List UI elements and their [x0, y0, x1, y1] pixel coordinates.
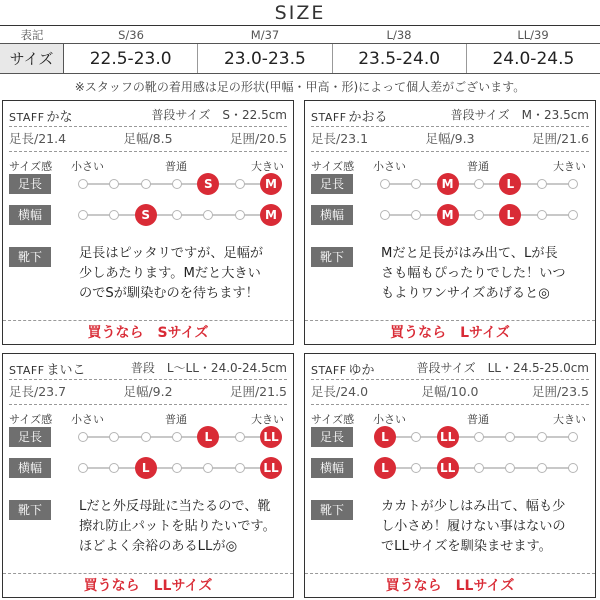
staff-label: STAFF — [9, 364, 45, 377]
foot-measure: 足長/23.7 — [9, 384, 67, 399]
divider — [311, 404, 589, 405]
scale-small-label: 小さい — [373, 413, 406, 426]
size-range-value: 22.5-23.0 — [64, 44, 198, 73]
foot-measure: 足幅/9.2 — [123, 384, 173, 399]
scale-dot — [203, 210, 213, 220]
staff-card — [2, 353, 294, 598]
scale-title: サイズ感 — [9, 413, 53, 426]
size-fit-marker: M — [437, 204, 459, 226]
size-column-label: L/38 — [386, 28, 412, 42]
foot-measurements — [311, 129, 589, 147]
scale-dot — [109, 432, 119, 442]
recommended-size: 買うなら LLサイズ — [3, 573, 293, 597]
scale-dot — [235, 463, 245, 473]
size-fit-marker: M — [437, 173, 459, 195]
foot-measure: 足囲/20.5 — [229, 131, 287, 146]
size-table-row-label: 表記 — [20, 28, 44, 42]
row-label-shoe: 靴下 — [311, 500, 353, 520]
scale-small-label: 小さい — [71, 413, 104, 426]
scale-dot — [78, 179, 88, 189]
scale-dot — [568, 432, 578, 442]
scale-normal-label: 普通 — [165, 413, 187, 426]
scale-header — [311, 158, 589, 174]
staff-name: かおる — [348, 110, 388, 125]
recommended-size: 買うなら LLサイズ — [305, 573, 595, 597]
usual-size: 普段サイズ LL・24.5-25.0cm — [416, 361, 589, 375]
scale-dot — [172, 463, 182, 473]
scale-normal-label: 普通 — [165, 160, 187, 173]
comment-line: し小さめ！履けない事はないの — [381, 519, 566, 534]
size-table — [0, 27, 600, 74]
scale-small-label: 小さい — [373, 160, 406, 173]
staff-name: かな — [46, 110, 73, 125]
scale-dot — [109, 210, 119, 220]
comment-line: Mだと足長がはみ出て、Lが長 — [381, 246, 558, 261]
scale-small-label: 小さい — [71, 160, 104, 173]
size-fit-marker: S — [197, 173, 219, 195]
size-fit-marker: L — [135, 457, 157, 479]
row-label-width: 横幅 — [9, 458, 51, 478]
comment-line: でLLサイズを馴染ませます。 — [381, 539, 552, 554]
size-table-header-row — [0, 27, 600, 44]
row-label-width: 横幅 — [311, 205, 353, 225]
row-label-length: 足長 — [9, 174, 51, 194]
scale-dot — [380, 179, 390, 189]
staff-header — [311, 359, 589, 377]
title-underline — [0, 25, 600, 26]
scale-dot — [78, 210, 88, 220]
size-column-label: LL/39 — [517, 28, 549, 42]
scale-dot — [411, 210, 421, 220]
scale-dot — [568, 210, 578, 220]
staff-header — [311, 106, 589, 124]
size-range-value: 23.5-24.0 — [333, 44, 467, 73]
scale-normal-label: 普通 — [467, 413, 489, 426]
foot-measurements — [9, 129, 287, 147]
scale-dot — [78, 432, 88, 442]
foot-measure: 足長/23.1 — [311, 131, 369, 146]
divider — [311, 379, 589, 380]
scale-dot — [109, 179, 119, 189]
staff-label: STAFF — [311, 111, 347, 124]
size-fit-marker: S — [135, 204, 157, 226]
scale-dot — [78, 463, 88, 473]
scale-dot — [235, 210, 245, 220]
divider — [9, 126, 287, 127]
usual-size: 普段サイズ S・22.5cm — [151, 108, 287, 122]
divider — [9, 404, 287, 405]
staff-card — [2, 100, 294, 345]
scale-large-label: 大きい — [251, 413, 284, 426]
scale-dot — [109, 463, 119, 473]
foot-measure: 足囲/21.5 — [229, 384, 287, 399]
row-label-shoe: 靴下 — [9, 500, 51, 520]
staff-label: STAFF — [9, 111, 45, 124]
foot-measurements — [311, 382, 589, 400]
comment-line: さも幅もぴったりでした！いつ — [381, 266, 566, 281]
scale-title: サイズ感 — [311, 413, 355, 426]
divider — [9, 151, 287, 152]
scale-dot — [474, 463, 484, 473]
scale-dot — [411, 463, 421, 473]
comment-line: 足長はピッタリですが、足幅が — [79, 246, 264, 261]
comment-line: 少しあたります。Mだと大きい — [79, 266, 261, 281]
scale-title: サイズ感 — [9, 160, 53, 173]
size-fit-marker: L — [197, 426, 219, 448]
scale-dot — [474, 432, 484, 442]
staff-card — [304, 100, 596, 345]
scale-dot — [411, 179, 421, 189]
staff-name: ゆか — [348, 363, 375, 378]
recommended-size: 買うなら Sサイズ — [3, 320, 293, 344]
size-column-label: S/36 — [118, 28, 144, 42]
scale-dot — [141, 179, 151, 189]
foot-measure: 足囲/21.6 — [531, 131, 589, 146]
staff-comment — [79, 497, 276, 557]
scale-dot — [505, 432, 515, 442]
size-fit-marker: M — [260, 204, 282, 226]
comment-line: のでSが馴染むのを待ちます！ — [79, 286, 259, 301]
scale-dot — [505, 463, 515, 473]
size-range-value: 24.0-24.5 — [492, 49, 575, 69]
scale-header — [311, 411, 589, 427]
size-fit-marker: M — [260, 173, 282, 195]
size-table-row-label: サイズ — [0, 44, 64, 73]
staff-header — [9, 359, 287, 377]
divider — [311, 151, 589, 152]
scale-large-label: 大きい — [553, 160, 586, 173]
foot-measure: 足長/24.0 — [311, 384, 369, 399]
foot-measure: 足長/21.4 — [9, 131, 67, 146]
scale-dot — [537, 432, 547, 442]
scale-dot — [172, 432, 182, 442]
row-label-length: 足長 — [311, 174, 353, 194]
page-title: SIZE — [274, 2, 326, 24]
comment-line: 擦れ防止パットを貼りたいです。 — [79, 519, 276, 534]
scale-dot — [411, 432, 421, 442]
divider — [311, 126, 589, 127]
size-fit-marker: L — [499, 173, 521, 195]
divider — [9, 379, 287, 380]
scale-dot — [537, 179, 547, 189]
size-fit-marker: LL — [260, 457, 282, 479]
usual-size: 普段サイズ M・23.5cm — [450, 108, 589, 122]
scale-large-label: 大きい — [251, 160, 284, 173]
scale-dot — [474, 210, 484, 220]
comment-line: カカトが少しはみ出て、幅も少 — [381, 499, 566, 514]
scale-dot — [568, 179, 578, 189]
size-fit-marker: LL — [437, 457, 459, 479]
scale-title: サイズ感 — [311, 160, 355, 173]
staff-comment — [381, 244, 566, 304]
size-fit-marker: LL — [437, 426, 459, 448]
size-fit-marker: LL — [260, 426, 282, 448]
foot-measurements — [9, 382, 287, 400]
row-label-length: 足長 — [9, 427, 51, 447]
scale-dot — [474, 179, 484, 189]
foot-measure: 足幅/10.0 — [421, 384, 479, 399]
scale-dot — [568, 463, 578, 473]
size-fit-marker: L — [374, 457, 396, 479]
scale-large-label: 大きい — [553, 413, 586, 426]
staff-comment — [381, 497, 566, 557]
size-fit-marker: L — [499, 204, 521, 226]
staff-comment — [79, 244, 263, 304]
scale-normal-label: 普通 — [467, 160, 489, 173]
size-range-value: 23.0-23.5 — [198, 44, 332, 73]
row-label-shoe: 靴下 — [311, 247, 353, 267]
comment-line: Lだと外反母趾に当たるので、靴 — [79, 499, 271, 514]
scale-dot — [172, 179, 182, 189]
scale-dot — [537, 210, 547, 220]
size-column-label: M/37 — [250, 28, 280, 42]
size-fit-marker: L — [374, 426, 396, 448]
row-label-width: 横幅 — [9, 205, 51, 225]
usual-size: 普段 L〜LL・24.0-24.5cm — [130, 361, 287, 375]
row-label-length: 足長 — [311, 427, 353, 447]
scale-dot — [380, 210, 390, 220]
comment-line: もよりワンサイズあげると◎ — [381, 286, 550, 301]
staff-name: まいこ — [46, 363, 86, 378]
foot-measure: 足囲/23.5 — [531, 384, 589, 399]
comment-line: ほどよく余裕のあるLLが◎ — [79, 539, 238, 554]
row-label-width: 横幅 — [311, 458, 353, 478]
scale-dot — [235, 432, 245, 442]
scale-dot — [235, 179, 245, 189]
scale-dot — [203, 463, 213, 473]
row-label-shoe: 靴下 — [9, 247, 51, 267]
size-table-value-row — [0, 44, 600, 74]
scale-dot — [537, 463, 547, 473]
scale-header — [9, 411, 287, 427]
scale-dot — [172, 210, 182, 220]
scale-header — [9, 158, 287, 174]
foot-measure: 足幅/9.3 — [425, 131, 475, 146]
staff-card — [304, 353, 596, 598]
staff-header — [9, 106, 287, 124]
fit-note: ※スタッフの靴の着用感は足の形状(甲幅・甲高・形)によって個人差がございます。 — [74, 80, 526, 94]
foot-measure: 足幅/8.5 — [123, 131, 173, 146]
recommended-size: 買うなら Lサイズ — [305, 320, 595, 344]
scale-dot — [141, 432, 151, 442]
staff-label: STAFF — [311, 364, 347, 377]
